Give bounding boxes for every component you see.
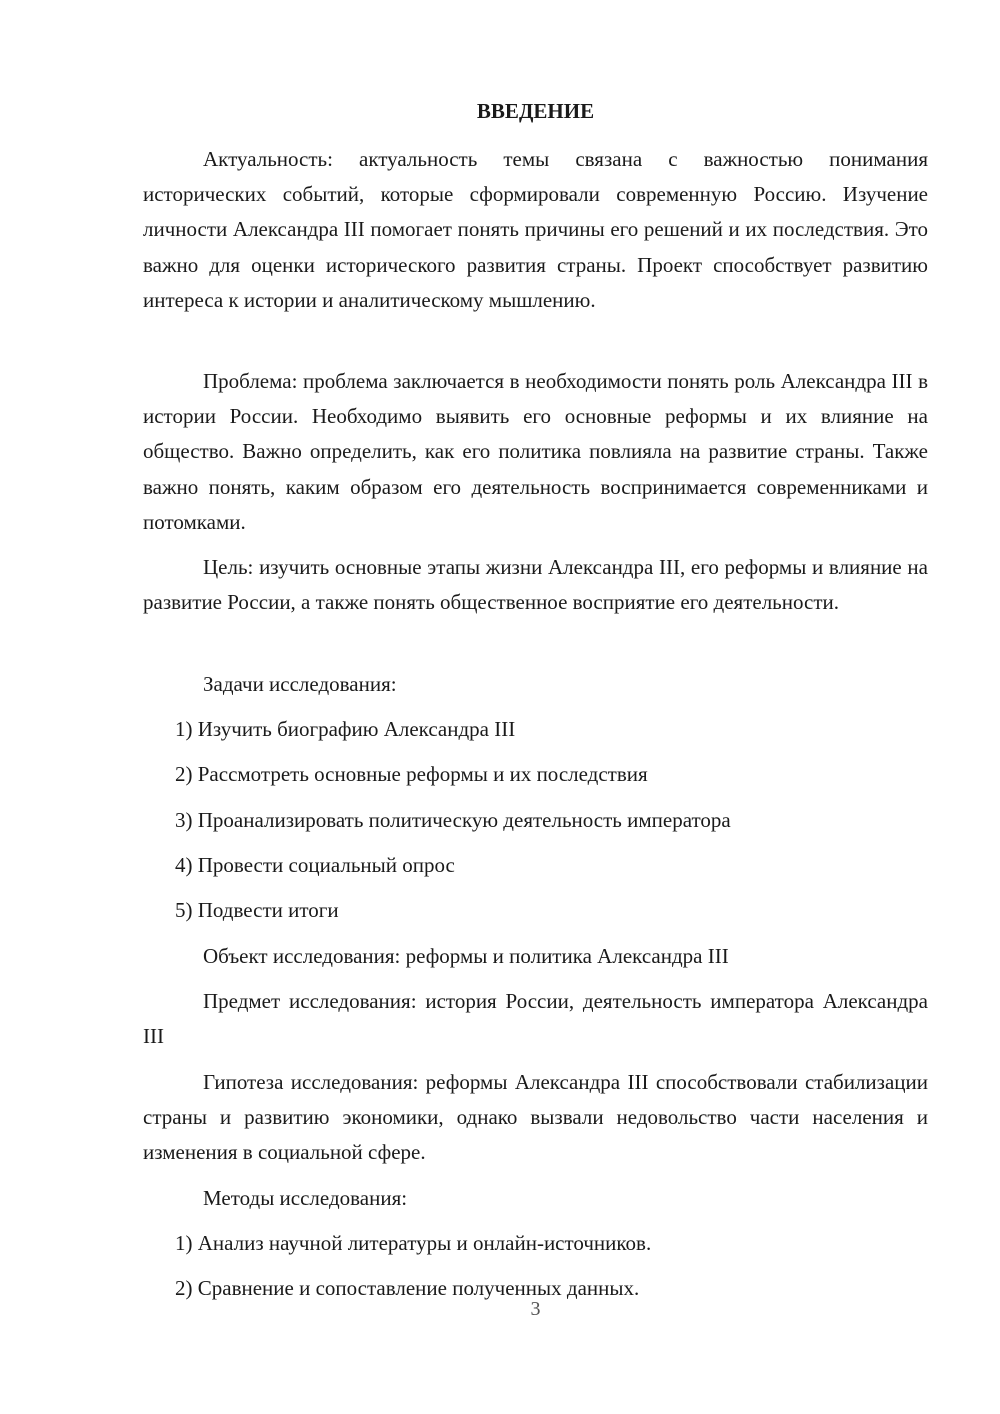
method-item: 1) Анализ научной литературы и онлайн-источников. (175, 1231, 652, 1255)
tasks-heading: Задачи исследования: (203, 672, 397, 696)
methods-heading: Методы исследования: (203, 1186, 408, 1210)
problem-paragraph: Проблема: проблема заключается в необходимости понять роль Александра III в истории России. Необходимо выявить его основные реформы и их влияние на общество. Важно определить, как его политика повлияла на развитие страны. Также важно понять, каким образом его деятельность воспринимается современниками и потомками. (143, 369, 928, 534)
object-paragraph: Объект исследования: реформы и политика Александра III (203, 944, 729, 968)
method-item: 2) Сравнение и сопоставление полученных данных. (175, 1276, 640, 1300)
document-page (143, 0, 928, 1414)
task-item: 3) Проанализировать политическую деятельность императора (175, 808, 731, 832)
section-title: ВВЕДЕНИЕ (476, 99, 595, 123)
hypothesis-paragraph: Гипотеза исследования: реформы Александра III способствовали стабилизации страны и развитию экономики, однако вызвали недовольство части населения и изменения в социальной сфере. (143, 1070, 928, 1165)
task-item: 1) Изучить биографию Александра III (175, 717, 516, 741)
relevance-paragraph: Актуальность: актуальность темы связана с важностью понимания исторических событий, которые сформировали современную Россию. Изучение личности Александра III помогает понять причины его решений и их последствия. Это важно для оценки исторического развития страны. Проект способствует развитию интереса к истории и аналитическому мышлению. (143, 147, 928, 312)
task-item: 5) Подвести итоги (175, 898, 339, 922)
task-item: 4) Провести социальный опрос (175, 853, 455, 877)
page-number: 3 (530, 1298, 541, 1320)
goal-paragraph: Цель: изучить основные этапы жизни Александра III, его реформы и влияние на развитие России, а также понять общественное восприятие его деятельности. (143, 555, 928, 615)
task-item: 2) Рассмотреть основные реформы и их последствия (175, 762, 648, 786)
subject-paragraph: Предмет исследования: история России, деятельность императора Александра III (143, 989, 928, 1049)
